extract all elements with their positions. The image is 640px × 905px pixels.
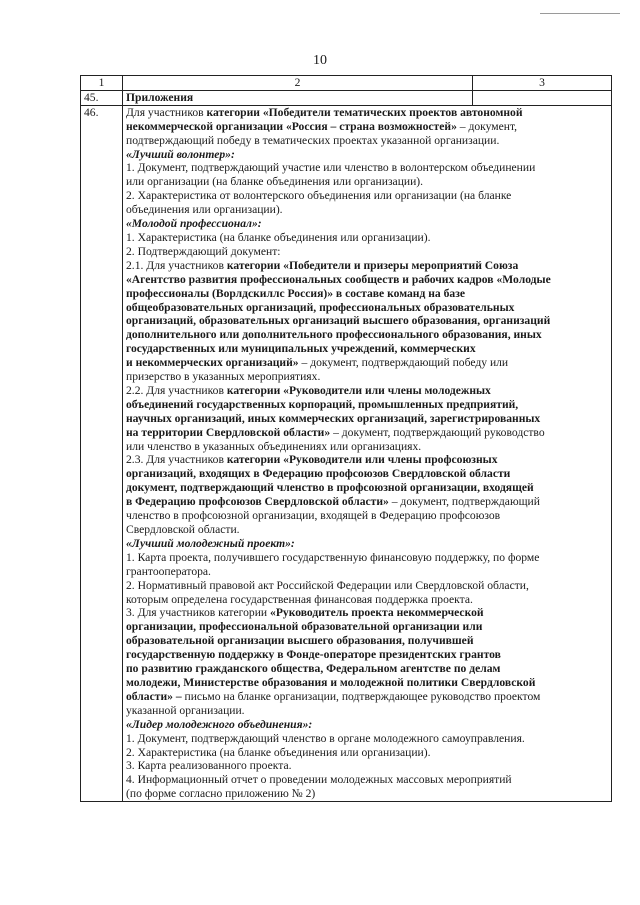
text-segment: подтверждающий победу в тематических проектах указанной организации.: [126, 133, 500, 147]
bold-text-segment: категории «Победители и призеры мероприятий Союза: [226, 258, 519, 272]
content-line: [126, 523, 608, 537]
content-line: [126, 732, 608, 746]
text-segment: 1. Характеристика (на бланке объединения или организации).: [126, 230, 431, 244]
bold-text-segment: «Лидер молодежного объединения»:: [126, 717, 313, 731]
header-col-1: 1: [81, 76, 123, 91]
text-segment: 3. Для участников категории: [126, 606, 271, 620]
content-line: [126, 690, 608, 704]
text-segment: 1. Карта проекта, получившего государственную финансовую поддержку, по форме: [126, 550, 540, 564]
table-row-45: [81, 90, 612, 105]
content-line: [126, 495, 608, 509]
content-line: [126, 606, 608, 620]
bold-text-segment: государственную поддержку в Фонде-операторе президентских грантов: [126, 648, 501, 662]
content-line: [126, 704, 608, 718]
content-line: [126, 537, 608, 551]
text-segment: 2. Характеристика (на бланке объединения или организации).: [126, 745, 431, 759]
content-line: [126, 161, 608, 175]
content-line: [126, 746, 608, 760]
bold-text-segment: на территории Свердловской области»: [126, 425, 331, 439]
text-segment: Свердловской области.: [126, 523, 240, 536]
bold-text-segment: категории «Руководители или члены молодежных: [226, 383, 491, 397]
content-line: [126, 579, 608, 593]
text-segment: грантооператора.: [126, 564, 211, 578]
bold-text-segment: документ, подтверждающий членство в профсоюзной организации, входящей: [126, 481, 534, 495]
bold-text-segment: категории «Победители тематических проектов автономной: [206, 105, 523, 119]
content-line: [126, 662, 608, 676]
bold-text-segment: «Лучший волонтер»:: [126, 147, 235, 161]
content-line: [126, 175, 608, 189]
content-line: [126, 231, 608, 245]
content-line: [126, 593, 608, 607]
text-segment: письмо на бланке организации, подтверждающее руководство проектом: [181, 689, 541, 703]
row-46-number: 46.: [81, 105, 123, 801]
bold-text-segment: профессионалы (Ворлдскиллс Россия)» в составе команд на базе: [126, 286, 466, 300]
text-segment: – документ, подтверждающий руководство: [330, 425, 545, 439]
content-line: [126, 301, 608, 315]
text-segment: которым определена государственная финансовая поддержка проекта.: [126, 592, 473, 606]
text-segment: указанной организации.: [126, 703, 245, 717]
bold-text-segment: «Молодой профессионал»:: [126, 217, 262, 231]
text-segment: – документ,: [456, 119, 518, 133]
header-col-3: 3: [473, 76, 612, 91]
content-line: [126, 759, 608, 773]
content-line: [126, 217, 608, 231]
text-segment: или членство в указанных объединениях или организациях.: [126, 439, 422, 453]
text-segment: 2. Подтверждающий документ:: [126, 244, 281, 258]
text-segment: Для участников: [126, 105, 207, 119]
bold-text-segment: организации, профессиональной образовательной организации или: [126, 620, 483, 634]
bold-text-segment: «Агентство развития профессиональных сообществ и рабочих кадров «Молодые: [126, 272, 551, 286]
content-line: [126, 676, 608, 690]
bold-text-segment: категории «Руководители или члены профсоюзных: [226, 453, 498, 467]
content-line: [126, 203, 608, 217]
content-line: [126, 648, 608, 662]
text-segment: 1. Документ, подтверждающий участие или членство в волонтерском объединении: [126, 161, 536, 175]
bold-text-segment: организаций, входящих в Федерацию профсоюзов Свердловской области: [126, 467, 511, 481]
content-line: [126, 440, 608, 454]
content-line: [126, 398, 608, 412]
row-45-number: 45.: [81, 90, 123, 105]
criteria-table: [80, 75, 612, 802]
page-number: 10: [313, 53, 327, 68]
content-line: [126, 481, 608, 495]
content-line: [126, 426, 608, 440]
content-line: [126, 342, 608, 356]
row-46-content: [123, 105, 612, 801]
content-line: [126, 787, 608, 801]
text-segment: – документ, подтверждающий победу или: [298, 356, 509, 370]
content-line: [126, 718, 608, 732]
section-title: Приложения: [126, 90, 194, 104]
text-segment: членство в профсоюзной организации, входящей в Федерацию профсоюзов: [126, 509, 501, 523]
bold-text-segment: организаций, образовательных организаций высшего образования, организаций: [126, 314, 551, 328]
text-segment: или организации (на бланке объединения или организации).: [126, 175, 424, 189]
content-line: [126, 134, 608, 148]
content-line: [126, 314, 608, 328]
text-segment: 2. Нормативный правовой акт Российской Федерации или Свердловской области,: [126, 578, 529, 592]
content-line: [126, 287, 608, 301]
bold-text-segment: государственных или муниципальных учреждений, коммерческих: [126, 342, 476, 356]
content-line: [126, 509, 608, 523]
top-rule-line: [540, 13, 620, 14]
text-segment: (по форме согласно приложению № 2): [126, 787, 316, 801]
row-45-col-3: [473, 90, 612, 105]
header-col-2: 2: [123, 76, 473, 91]
text-segment: 2.2. Для участников: [126, 383, 227, 397]
content-line: [126, 551, 608, 565]
text-segment: 2.1. Для участников: [126, 258, 227, 272]
bold-text-segment: «Руководитель проекта некоммерческой: [270, 606, 484, 620]
bold-text-segment: научных организаций, иных коммерческих организаций, зарегистрированных: [126, 411, 541, 425]
content-line: [126, 773, 608, 787]
bold-text-segment: «Лучший молодежный проект»:: [126, 536, 295, 550]
content-line: [126, 120, 608, 134]
bold-text-segment: общеобразовательных организаций, профессиональных образовательных: [126, 300, 515, 314]
table-row-46: [81, 105, 612, 801]
bold-text-segment: области» –: [126, 689, 182, 703]
content-line: [126, 384, 608, 398]
text-segment: призерство в указанных мероприятиях.: [126, 370, 321, 384]
content-line: [126, 106, 608, 120]
bold-text-segment: некоммерческой организации «Россия – страна возможностей»: [126, 119, 457, 133]
content-line: [126, 467, 608, 481]
content-line: [126, 245, 608, 259]
bold-text-segment: молодежи, Министерстве образования и молодежной политики Свердловской: [126, 675, 536, 689]
content-line: [126, 328, 608, 342]
row-45-section-title: [123, 90, 473, 105]
bold-text-segment: по развитию гражданского общества, Федеральном агентстве по делам: [126, 662, 501, 676]
content-line: [126, 370, 608, 384]
bold-text-segment: в Федерацию профсоюзов Свердловской области»: [126, 495, 389, 509]
content-line: [126, 259, 608, 273]
text-segment: объединения или организации).: [126, 203, 283, 217]
content-line: [126, 356, 608, 370]
text-segment: 4. Информационный отчет о проведении молодежных массовых мероприятий: [126, 773, 512, 787]
text-segment: 2.3. Для участников: [126, 453, 227, 467]
table-header-row: [81, 76, 612, 91]
content-line: [126, 620, 608, 634]
content-line: [126, 412, 608, 426]
text-segment: – документ, подтверждающий: [388, 495, 540, 509]
content-line: [126, 148, 608, 162]
text-segment: 3. Карта реализованного проекта.: [126, 759, 292, 773]
bold-text-segment: дополнительного или дополнительного профессионального образования, иных: [126, 328, 542, 342]
text-segment: 1. Документ, подтверждающий членство в органе молодежного самоуправления.: [126, 731, 525, 745]
bold-text-segment: и некоммерческих организаций»: [126, 356, 299, 370]
content-line: [126, 453, 608, 467]
content-line: [126, 273, 608, 287]
content-line: [126, 189, 608, 203]
bold-text-segment: объединений государственных корпораций, промышленных предприятий,: [126, 397, 519, 411]
bold-text-segment: образовательной организации высшего образования, получившей: [126, 634, 474, 648]
content-line: [126, 565, 608, 579]
text-segment: 2. Характеристика от волонтерского объединения или организации (на бланке: [126, 189, 512, 203]
content-line: [126, 634, 608, 648]
